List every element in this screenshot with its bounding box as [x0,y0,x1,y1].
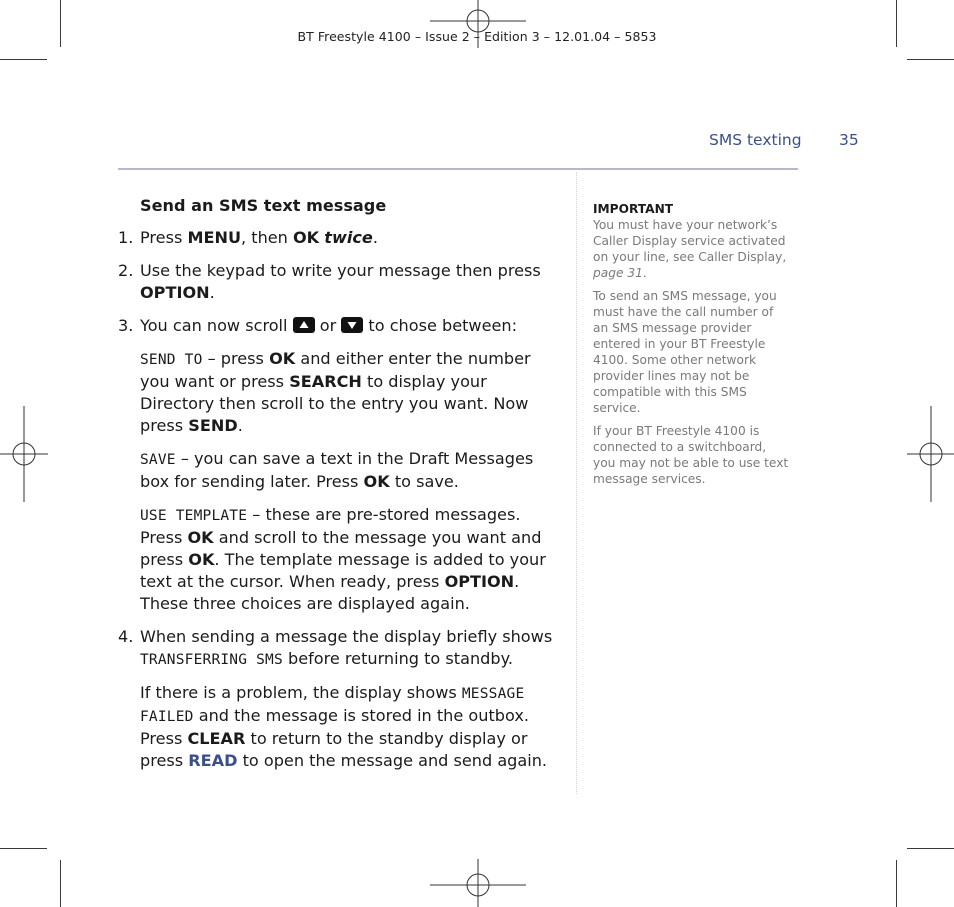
main-column [118,195,563,783]
column-divider [576,172,577,794]
step-3 [118,315,563,615]
display-text: TRANSFERRING SMS [140,652,283,668]
step-text: Use the keypad to write your message then press OPTION. [140,261,541,302]
read-key-label: READ [188,751,238,770]
option-save: SAVE – you can save a text in the Draft Messages box for sending later. Press OK to save. [140,449,534,491]
step-number: 3. [118,316,134,335]
problem-paragraph: If there is a problem, the display shows MESSAGE FAILED and the message is stored in the outbox. Press CLEAR to return to the standby display or press READ to open the message and send again. [140,683,548,770]
print-slug: BT Freestyle 4100 – Issue 2 – Edition 3 – 12.01.04 – 5853 [297,29,657,44]
running-head: SMS texting [709,131,802,149]
option-use-template: USE TEMPLATE – these are pre-stored messages. Press OK and scroll to the message you want and press OK. The template message is added to your text at the cursor. When ready, press OPTION. These three choices are displayed again. [140,505,546,613]
crop-mark [896,860,897,907]
option-send-to: SEND TO – press OK and either enter the number you want or press SEARCH to display your Directory then scroll to the entry you want. Now press SEND. [140,349,531,435]
step-1 [118,227,563,249]
step-text: When sending a message the display briefly shows TRANSFERRING SMS before returning to standby. [140,627,553,668]
step-number: 2. [118,261,134,280]
scroll-down-key-icon [341,317,363,333]
step-4 [118,626,563,671]
registration-mark-left [0,406,48,502]
step-number: 4. [118,627,134,646]
registration-mark-bottom [430,859,526,907]
sidebar-label: IMPORTANT [593,202,674,216]
header-rule [118,168,798,170]
sidebar-paragraph: To send an SMS message, you must have the call number of an SMS message provider entered in your BT Freestyle 4100. Some other network provider lines may not be compatible with this SMS service. [593,289,777,415]
sidebar-paragraph: If your BT Freestyle 4100 is connected to a switchboard, you may not be able to use text message services. [593,424,789,486]
step-text: You can now scroll or to chose between: SEND TO – press OK and either enter the number you want or press SEARCH to display your Directory then scroll to the entry you want. Now press SEND. SAVE – you can save a text in the Draft Messages box for sending later. Press OK to save. USE TEMPLATE – these are pre-stored messages. Press OK and scroll to the message you want and press OK. The template message is added to your text at the cursor. When ready, press OPTION. These three choices are displayed again. [140,315,563,615]
display-text: USE TEMPLATE [140,508,248,524]
page-number: 35 [839,131,859,149]
crop-mark [0,59,47,60]
step-2 [118,260,563,304]
scroll-up-key-icon [293,317,315,333]
display-text: MESSAGE FAILED [140,686,525,725]
sidebar-paragraph: You must have your network’s Caller Display service activated on your line, see Caller Display, page 31. [593,218,787,280]
display-text: SAVE [140,452,176,468]
sidebar-note [593,201,791,494]
display-text: SEND TO [140,352,203,368]
crop-mark [907,848,954,849]
crop-mark [907,59,954,60]
registration-mark-right [907,406,954,502]
crop-mark [0,848,47,849]
step-number: 1. [118,228,134,247]
section-title: Send an SMS text message [140,196,387,215]
crop-mark [60,860,61,907]
step-text: Press MENU, then OK twice. [140,228,378,247]
